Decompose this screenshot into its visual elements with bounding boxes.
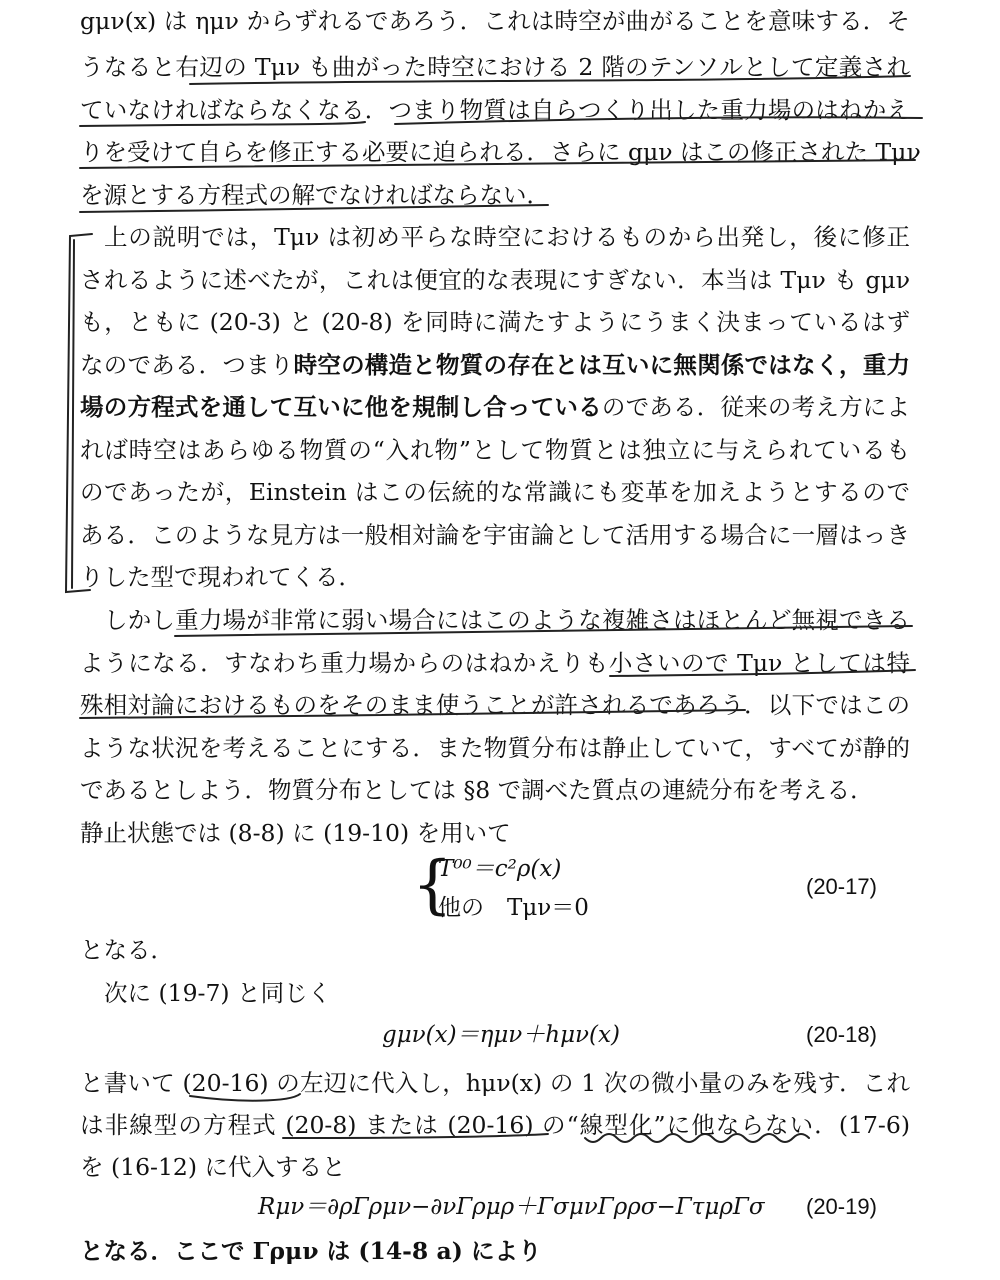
equation-number: (20-18)	[806, 1022, 877, 1047]
text-line: ある．このような見方は一般相対論を宇宙論として活用する場合に一層はっき	[80, 521, 910, 549]
text-line: を (16-12) に代入すると	[80, 1153, 346, 1181]
text-line	[80, 392, 910, 422]
text-line: 上の説明では，Tμν は初め平らな時空におけるものから出発し，後に修正	[104, 223, 910, 251]
text-line: ていなければならなくなる．つまり物質は自らつくり出した重力場のはねかえ	[80, 96, 910, 124]
equation-number: (20-19)	[806, 1194, 877, 1219]
equation-number: (20-17)	[806, 874, 877, 899]
text-line: は非線型の方程式 (20-8) または (20-16) の“線型化”に他ならない．(17-6)	[80, 1111, 910, 1139]
text-line: を源とする方程式の解でなければならない．	[80, 181, 550, 209]
bold-text-run: 場の方程式を通して互いに他を規制し合っている	[80, 393, 602, 421]
text-run: のである．従来の考え方によ	[601, 393, 911, 421]
text-line: となる．	[80, 936, 174, 964]
text-line: も，ともに (20-3) と (20-8) を同時に満たすようにうまく決まっているはず	[80, 308, 910, 336]
text-line: ような状況を考えることにする．また物質分布は静止していて，すべてが静的	[80, 734, 910, 762]
text-line: 次に (19-7) と同じく	[104, 979, 332, 1007]
equation: gμν(x)＝ημν＋hμν(x)	[382, 1022, 620, 1048]
text-line: 静止状態では (8-8) に (19-10) を用いて	[80, 819, 511, 847]
text-line: gμν(x) は ημν からずれるであろう．これは時空が曲がることを意味する．そ	[80, 7, 910, 35]
text-line: りを受けて自らを修正する必要に迫られる．さらに gμν はこの修正された Tμν	[80, 138, 921, 166]
text-line: であるとしよう．物質分布としては §8 で調べた質点の連続分布を考える．	[80, 776, 874, 804]
text-line: と書いて (20-16) の左辺に代入し，hμν(x) の 1 次の微小量のみを残す．これ	[80, 1069, 910, 1097]
text-line: ようになる．すなわち重力場からのはねかえりも小さいので Tμν としては特	[80, 649, 910, 677]
text-line	[80, 350, 910, 380]
text-line: のであったが，Einstein はこの伝統的な常識にも変革を加えようとするので	[80, 478, 910, 506]
bold-text-run: 時空の構造と物質の存在とは互いに無関係ではなく，重力	[293, 351, 910, 379]
text-line: となる．ここで Γρμν は (14-8 a) により	[80, 1237, 542, 1265]
text-line: しかし重力場が非常に弱い場合にはこのような複雑さはほとんど無視できる	[104, 606, 910, 634]
text-line: 殊相対論におけるものをそのまま使うことが許されるであろう．以下ではこの	[80, 691, 910, 719]
equation: Rμν＝∂ρΓρμν−∂νΓρμρ＋ΓσμνΓρρσ−ΓτμρΓσ	[258, 1194, 765, 1220]
text-line: りした型で現われてくる．	[80, 563, 362, 591]
equation-brace: {	[412, 848, 453, 922]
text-line: うなると右辺の Tμν も曲がった時空における 2 階のテンソルとして定義され	[80, 53, 910, 81]
text-line: されるように述べたが，これは便宜的な表現にすぎない．本当は Tμν も gμν	[80, 266, 910, 294]
text-run: なのである．つまり	[80, 351, 294, 379]
text-line: れば時空はあらゆる物質の“入れ物”として物質とは独立に与えられているも	[80, 436, 910, 464]
equation-row: T⁰⁰＝c²ρ(x)	[438, 856, 562, 882]
equation-row: 他の Tμν＝0	[438, 895, 589, 921]
